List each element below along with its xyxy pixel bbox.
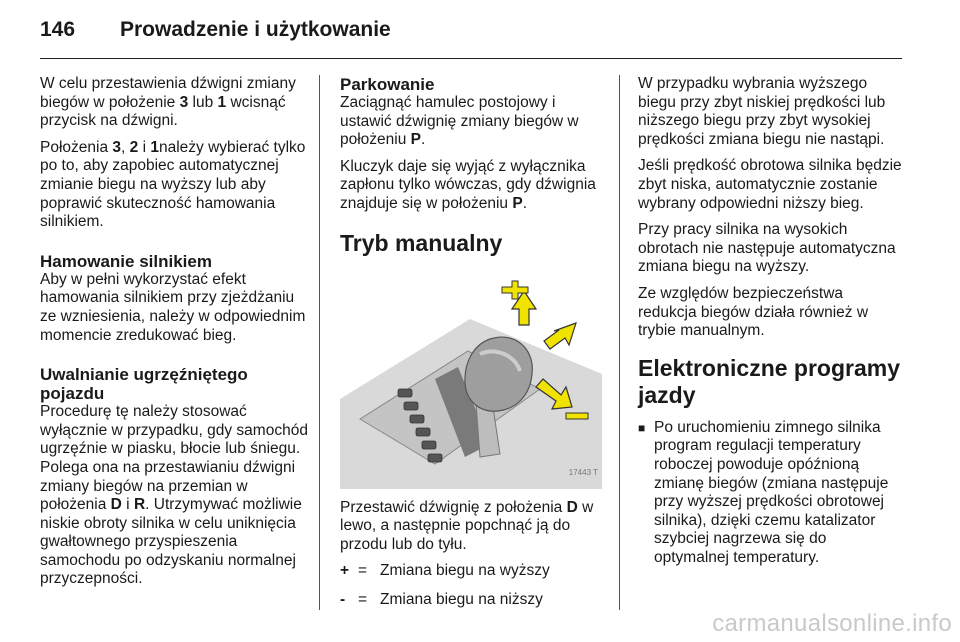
driving-programs-heading: Elektroniczne programy jazdy [638, 354, 901, 408]
low-speed-paragraph: Jeśli prędkość obrotowa silnika będzie zbyt niska, automatycznie zostanie wybrany odpowiedni niższy bieg. [638, 157, 902, 212]
page-title: Prowadzenie i użytkowanie [120, 18, 391, 41]
column-divider-1 [319, 75, 320, 610]
rocking-paragraph: Procedurę tę należy stosować wyłącznie w przypadku, gdy samochód ugrzęźnie w piasku, błocie lub śniegu. Polega ona na przestawianiu dźwigni zmiany biegów na przemian w położenia D i R. Utrzymywać możliwie niskie obroty silnika w celu uniknięcia gwałtownego przyspieszenia samochodu po odzyskaniu normalnej przyczepności. [40, 403, 308, 588]
key-paragraph: Kluczyk daje się wyjąć z wyłącznika zapłonu tylko wówczas, gdy dźwignia znajduje się w położeniu P. [340, 157, 596, 212]
programs-list [638, 419, 903, 568]
page-header [40, 18, 391, 48]
high-rpm-paragraph: Przy pracy silnika na wysokich obrotach nie następuje automatyczna zmiana biegu na wyższy. [638, 221, 896, 276]
gear-lever-illustration [340, 279, 602, 489]
bullet-icon: ■ [638, 420, 646, 435]
list-item: ■ Po uruchomieniu zimnego silnika program regulacji temperatury roboczej powoduje opóźnioną zmianę biegów (zmiana następuje przy wyższej prędkości obrotowej silnika), dzięki czemu katalizator szybciej nagrzewa się do optymalnej temperatury. [638, 418, 889, 566]
figure-code: 17443 T [568, 467, 598, 477]
minus-icon [566, 413, 588, 419]
parking-paragraph: Zaciągnąć hamulec postojowy i ustawić dźwignię zmiany biegów w położeniu P. [340, 94, 579, 149]
gear-lever-svg [340, 279, 602, 489]
watermark: carmanualsonline.info [712, 610, 952, 637]
rocking-heading: Uwalnianie ugrzęźniętego pojazdu [40, 365, 248, 404]
safety-paragraph: Ze względów bezpieczeństwa redukcja biegów działa również w trybie manualnym. [638, 284, 869, 340]
intro-paragraph: W celu przestawienia dźwigni zmiany biegów w położenie 3 lub 1 wcisnąć przycisk na dźwigni. [40, 75, 296, 130]
move-lever-paragraph: Przestawić dźwignię z położenia D w lewo, a następnie popchnąć ją do przodu lub do tyłu. [340, 498, 594, 553]
column-divider-2 [619, 75, 620, 610]
column-3 [638, 75, 903, 567]
engine-braking-heading: Hamowanie silnikiem [40, 251, 212, 271]
manual-mode-heading: Tryb manualny [340, 229, 503, 256]
legend-upshift: + = Zmiana biegu na wyższy [340, 562, 550, 580]
column-1 [40, 75, 308, 597]
positions-paragraph: Położenia 3, 2 i 1należy wybierać tylko po to, aby zapobiec automatycznej zmianie biegu na wyższy lub aby poprawić skuteczność hamowania silnikiem. [40, 138, 306, 231]
legend-downshift: - = Zmiana biegu na niższy [340, 590, 543, 608]
higher-gear-paragraph: W przypadku wybrania wyższego biegu przy zbyt niskiej prędkości lub niższego biegu przy zbyt wysokiej prędkości zmiana biegu nie nastąpi. [638, 75, 886, 148]
header-rule [40, 58, 902, 59]
parking-heading: Parkowanie [340, 75, 435, 94]
column-2 [340, 75, 608, 620]
page-number: 146 [40, 18, 76, 41]
engine-braking-paragraph: Aby w pełni wykorzystać efekt hamowania silnikiem przy zjeżdżaniu ze wzniesienia, należy w odpowiednim momencie zredukować bieg. [40, 270, 306, 344]
